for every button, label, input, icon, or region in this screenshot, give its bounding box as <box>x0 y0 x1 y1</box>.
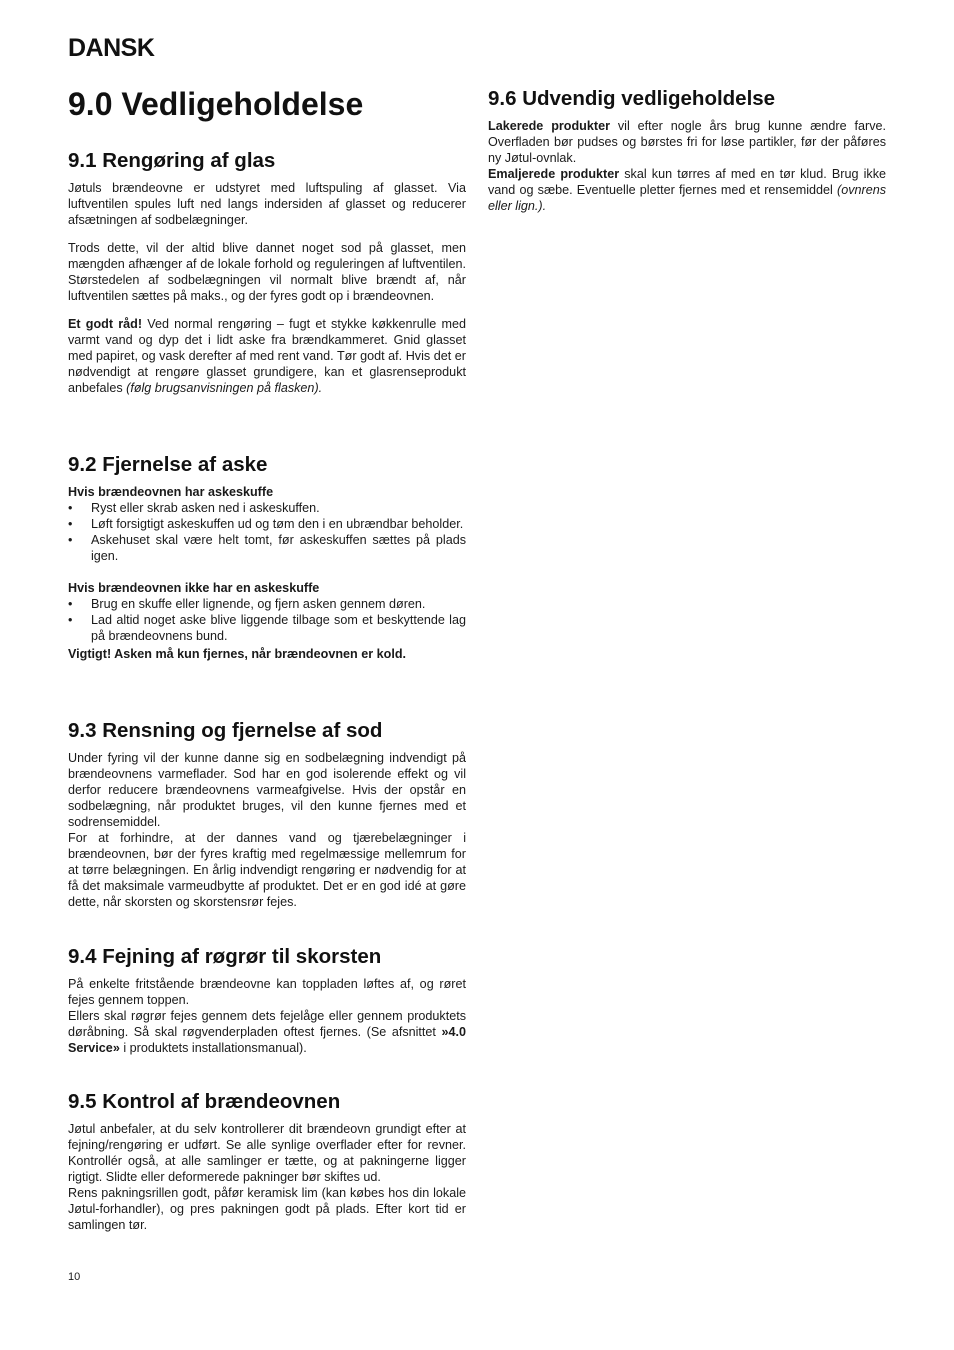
section-9-4 <box>68 944 466 1056</box>
page-number: 10 <box>68 1271 81 1283</box>
list-item: • Løft forsigtigt askeskuffen ud og tøm den i en ubrændbar beholder. <box>68 516 466 532</box>
paragraph: Under fyring vil der kunne danne sig en sodbelægning indvendigt på brændeovnens varmeflader. Sod har en god isolerende effekt og vil derfor reducere brændeovnens varmeafgivelse. Hvis der opstår en sodbelægning, når produktet bruges, vil den kunne fjernes med et sodrensemiddel. <box>68 751 466 829</box>
list <box>68 596 466 644</box>
italic-note: (ovnrens eller lign.). <box>488 183 886 213</box>
list-item: • Askehuset skal være helt tomt, før askeskuffen sættes på plads igen. <box>68 532 466 564</box>
text-span: skal kun tørres af med en tør klud. Brug ikke vand og sæbe. Eventuelle pletter fjernes med et rensemiddel <box>488 167 886 197</box>
text-span: i produktets installationsmanual). <box>119 1041 307 1055</box>
paragraph: Trods dette, vil der altid blive dannet noget sod på glasset, men mængden afhænger af de lokale forhold og reguleringen af luftventilen. Størstedelen af sodbelægningen vil normalt blive brændt af, når luftventilen sættes på maks., og der fyres godt op i brændeovnen. <box>68 241 466 303</box>
paragraph: Jøtuls brændeovne er udstyret med luftspuling af glasset. Via luftventilen spules luft ned langs indersiden af glasset og reducerer afsætningen af sodbelægninger. <box>68 181 466 227</box>
section-9-1 <box>68 148 466 396</box>
list <box>68 500 466 564</box>
list-item: • Brug en skuffe eller lignende, og fjern asken gennem døren. <box>68 596 466 612</box>
text-span: vil efter nogle års brug kunne ændre farve. Overfladen bør pudses og børstes fri for løse partikler, før der påføres ny Jøtul-ovnlak. <box>488 119 886 165</box>
paragraph <box>68 316 466 396</box>
section-9-2 <box>68 452 466 662</box>
paragraph <box>68 1008 466 1056</box>
emaljerede-lead: Emaljerede produkter <box>488 167 620 181</box>
tip-text: Ved normal rengøring – fugt et stykke køkkenrulle med varmt vand og dyp det i lidt aske fra brændkammeret. Gnid glasset med papiret, og vask derefter af med rent vand. Tør godt af. Hvis det er nødvendigt at rengøre glasset grundigere, kan et glasrenseprodukt anbefales <box>68 317 466 395</box>
list-item: • Lad altid noget aske blive liggende tilbage som et beskyttende lag på brændeovnens bund. <box>68 612 466 644</box>
service-reference: »4.0 Service» <box>68 1025 466 1055</box>
section-title: 9.1 Rengøring af glas <box>68 149 276 172</box>
section-title: 9.4 Fejning af røgrør til skorsten <box>68 945 382 968</box>
paragraph: Rens pakningsrillen godt, påfør keramisk lim (kan købes hos din lokale Jøtul-forhandler), og pres pakningen godt på plads. Efter kort tid er samlingen tør. <box>68 1186 466 1232</box>
paragraph: På enkelte fritstående brændeovne kan toppladen løftes af, og røret fejes gennem toppen. <box>68 977 466 1007</box>
paragraph: For at forhindre, at der dannes vand og tjærebelægninger i brændeovnen, bør der fyres kraftig med regelmæssige mellemrum for at tørre belægningen. En årlig indvendigt rengøring er nødvendig for at få det maksimale varmeudbytte af produktet. Det er en god idé at gøre dette, når skorsten og skorstensrør fejes. <box>68 831 466 909</box>
subheading: Hvis brændeovnen har askeskuffe <box>68 485 274 499</box>
paragraph: Jøtul anbefaler, at du selv kontrollerer dit brændeovn grundigt efter at fejning/rengøring er udført. Se alle synlige overflader efter for revner. Kontrollér også, at alle samlinger er tætte, og at pakningerne ligger rigtigt. Slidte eller deformerede pakninger bør skiftes ud. <box>68 1122 466 1184</box>
language-label: DANSK <box>68 34 155 62</box>
list-item: • Ryst eller skrab asken ned i askeskuffen. <box>68 500 466 516</box>
paragraph <box>488 166 886 214</box>
lakerede-lead: Lakerede produkter <box>488 119 610 133</box>
tip-italic: (følg brugsanvisningen på flasken). <box>126 381 323 395</box>
section-9-5 <box>68 1089 466 1233</box>
page-title: 9.0 Vedligeholdelse <box>68 86 364 122</box>
section-9-3 <box>68 718 466 910</box>
section-title: 9.5 Kontrol af brændeovnen <box>68 1090 341 1113</box>
tip-lead: Et godt råd! <box>68 317 143 331</box>
subheading: Hvis brændeovnen ikke har en askeskuffe <box>68 581 320 595</box>
warning: Vigtigt! Asken må kun fjernes, når brændeovnen er kold. <box>68 647 407 661</box>
paragraph <box>488 118 886 166</box>
section-title: 9.3 Rensning og fjernelse af sod <box>68 719 383 742</box>
section-title: 9.2 Fjernelse af aske <box>68 453 268 476</box>
text-span: Ellers skal røgrør fejes gennem dets fejelåge eller gennem produktets døråbning. Så skal røgvenderpladen oftest fjernes. (Se afsnittet <box>68 1009 466 1039</box>
left-column <box>68 84 466 1232</box>
section-title: 9.6 Udvendig vedligeholdelse <box>488 87 776 110</box>
right-column <box>488 86 886 214</box>
